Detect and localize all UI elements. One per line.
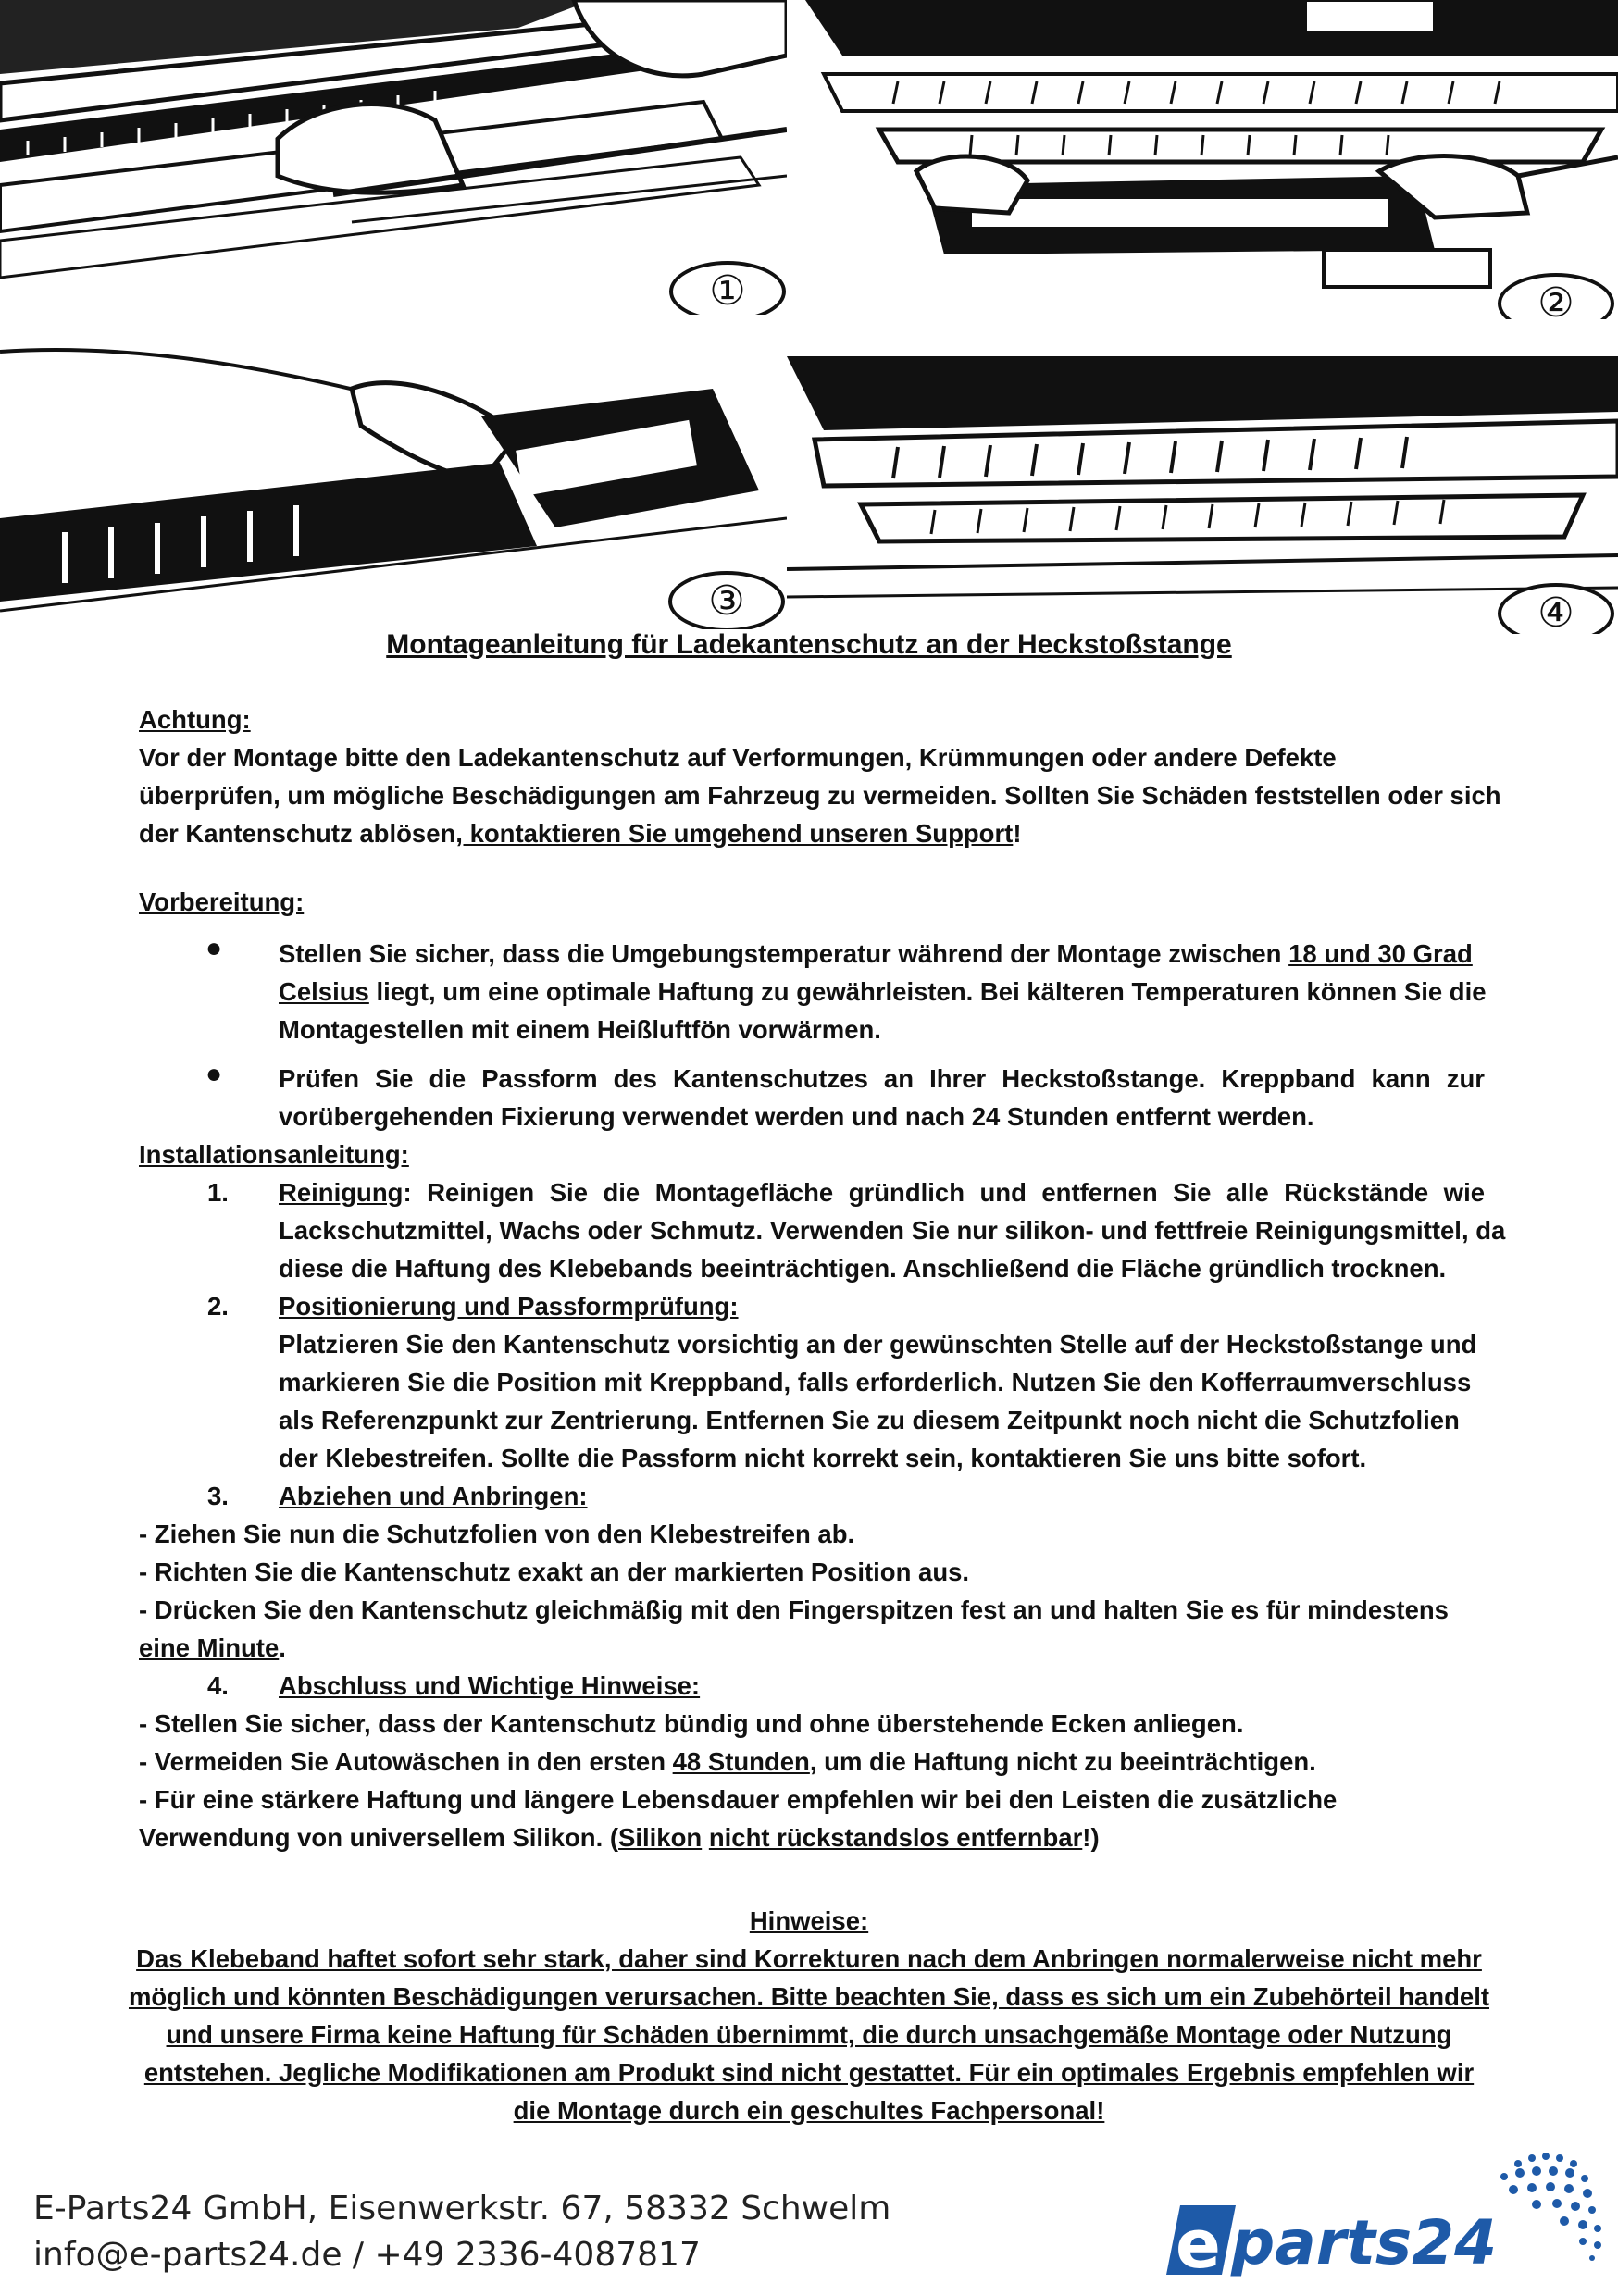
step-4-line-2-a: - Vermeiden Sie Autowäschen in den ersten [139, 1747, 673, 1776]
hinweise-line-1: Das Klebeband haftet sofort sehr stark, daher sind Korrekturen nach dem Anbringen normalerweise nicht mehr [136, 1944, 1482, 1973]
silicone-warning: nicht rückstandslos entfernbar [708, 1823, 1083, 1852]
temperature-unit: Celsius [279, 977, 369, 1006]
bullet-2-text: Prüfen Sie die Passform des Kantenschutzes an Ihrer Heckstoßstange. Kreppband kann zur [279, 1064, 1485, 1093]
bullet-1-marker: ● [205, 933, 223, 963]
step-1-title: Reinigung [279, 1178, 404, 1207]
bullet-1-line-1 [279, 935, 1485, 973]
vorbereitung-heading: Vorbereitung: [139, 887, 305, 916]
contact-info[interactable]: info@e-parts24.de / +49 2336-4087817 [33, 2236, 701, 2274]
achtung-line-3-text: der Kantenschutz ablösen [139, 819, 456, 848]
eparts24-logo-graphic [1148, 2145, 1611, 2284]
illustration-step-4 [787, 356, 1618, 634]
achtung-line-3-end: ! [1013, 819, 1022, 848]
bullet-2-marker: ● [205, 1059, 223, 1089]
bullet-1-line-3: Montagestellen mit einem Heißluftfön vorwärmen. [279, 1015, 881, 1044]
illustration-step-1 [0, 0, 787, 315]
step-2-line-4: der Klebestreifen. Sollte die Passform nicht korrekt sein, kontaktieren Sie uns bitte sofort. [279, 1444, 1367, 1472]
step-4-line-4-a: Verwendung von universellem Silikon. ( [139, 1823, 619, 1852]
hinweise-line-3: und unsere Firma keine Haftung für Schäden übernimmt, die durch unsachgemäße Montage oder Nutzung [166, 2020, 1452, 2049]
step-3-line-4-end: . [279, 1633, 286, 1662]
illustration-step-2 [787, 0, 1618, 319]
step-1-line-1 [279, 1173, 1485, 1211]
step-4-line-4-space [702, 1823, 709, 1852]
bullet-1-line-2 [279, 973, 1487, 1011]
step-1-line-3: diese die Haftung des Klebebands beeinträchtigen. Anschließend die Fläche gründlich trocknen. [279, 1254, 1447, 1283]
logo-text: parts24 [1231, 2207, 1498, 2278]
step-2-line-1: Platzieren Sie den Kantenschutz vorsichtig an der gewünschten Stelle auf der Heckstoßstange und [279, 1330, 1477, 1359]
illustration-step-4-drawing [787, 356, 1618, 634]
logo-dot-globe [1500, 2153, 1601, 2261]
step-3-line-3: - Drücken Sie den Kantenschutz gleichmäßig mit den Fingerspitzen fest an und halten Sie es für mindestens [139, 1595, 1449, 1624]
step-3-line-2: - Richten Sie die Kantenschutz exakt an der markierten Position aus. [139, 1558, 970, 1586]
step-3-badge: ③ [668, 571, 785, 629]
step-4-title: Abschluss und Wichtige Hinweise: [279, 1671, 701, 1700]
bullet-2-line-2: vorübergehenden Fixierung verwendet werden und nach 24 Stunden entfernt werden. [279, 1102, 1314, 1131]
step-1-badge: ① [669, 261, 786, 315]
step-4-badge: ④ [1498, 583, 1614, 634]
eparts24-logo [1148, 2145, 1611, 2284]
logo-e: e [1176, 2205, 1221, 2283]
step-4-line-2 [139, 1743, 1316, 1781]
step-2-line-2: markieren Sie die Position mit Kreppband, falls erforderlich. Nutzen Sie den Kofferraumverschluss [279, 1368, 1472, 1396]
step-3-title: Abziehen und Anbringen: [279, 1482, 588, 1510]
step-4-number: 4. [207, 1671, 229, 1700]
illustration-step-3-drawing [0, 333, 787, 629]
step-4-line-4 [139, 1818, 1100, 1856]
step-4-line-1: - Stellen Sie sicher, dass der Kantenschutz bündig und ohne überstehende Ecken anliegen. [139, 1709, 1244, 1738]
illustration-step-3 [0, 333, 787, 629]
step-1-line-2: Lackschutzmittel, Wachs oder Schmutz. Verwenden Sie nur silikon- und fettfreie Reinigungsmittel, da [279, 1216, 1506, 1245]
step-3-line-1: - Ziehen Sie nun die Schutzfolien von den Klebestreifen ab. [139, 1520, 855, 1548]
step-1-text: : Reinigen Sie die Montagefläche gründlich und entfernen Sie alle Rückstände wie [403, 1178, 1485, 1207]
silicone-word: Silikon [618, 1823, 703, 1852]
page-title: Montageanleitung für Ladekantenschutz an der Heckstoßstange [386, 629, 1232, 660]
achtung-line-2: überprüfen, um mögliche Beschädigungen am Fahrzeug zu vermeiden. Sollten Sie Schäden feststellen oder sich [139, 781, 1501, 810]
hinweise-line-2: möglich und könnten Beschädigungen verursachen. Bitte beachten Sie, dass es sich um ein Zubehörteil handelt [128, 1982, 1489, 2011]
hinweise-heading: Hinweise: [749, 1906, 869, 1935]
hinweise-line-4: entstehen. Jegliche Modifikationen am Produkt sind nicht gestattet. Für ein optimales Ergebnis empfehlen wir [143, 2058, 1475, 2087]
step-2-badge: ② [1498, 273, 1614, 319]
wash-wait-duration: 48 Stunden [672, 1747, 810, 1776]
support-contact-link[interactable]: , kontaktieren Sie umgehend unseren Support [455, 819, 1014, 848]
step-4-line-3: - Für eine stärkere Haftung und längere Lebensdauer empfehlen wir bei den Leisten die zusätzliche [139, 1785, 1338, 1814]
bullet-1-text-2: liegt, um eine optimale Haftung zu gewährleisten. Bei kälteren Temperaturen können Sie die [368, 977, 1487, 1006]
company-address: E-Parts24 GmbH, Eisenwerkstr. 67, 58332 Schwelm [33, 2190, 891, 2228]
step-3-number: 3. [207, 1482, 229, 1510]
achtung-heading: Achtung: [139, 705, 251, 734]
step-3-line-4 [139, 1629, 286, 1667]
temperature-range: 18 und 30 Grad [1288, 939, 1473, 968]
illustration-step-1-drawing [0, 0, 787, 315]
bullet-1-text: Stellen Sie sicher, dass die Umgebungstemperatur während der Montage zwischen [279, 939, 1282, 968]
step-4-line-4-b: !) [1082, 1823, 1100, 1852]
step-4-line-2-b: , um die Haftung nicht zu beeinträchtigen. [809, 1747, 1316, 1776]
achtung-line-3 [139, 814, 1022, 852]
hold-duration: eine Minute [139, 1633, 280, 1662]
illustration-step-2-drawing [787, 0, 1618, 319]
bullet-2-line-1 [279, 1060, 1485, 1098]
achtung-line-1: Vor der Montage bitte den Ladekantenschutz auf Verformungen, Krümmungen oder andere Defekte [139, 743, 1337, 772]
step-1-number: 1. [207, 1178, 229, 1207]
step-2-number: 2. [207, 1292, 229, 1321]
installation-heading: Installationsanleitung: [139, 1140, 409, 1169]
step-2-line-3: als Referenzpunkt zur Zentrierung. Entfernen Sie zu diesem Zeitpunkt noch nicht die Schutzfolien [279, 1406, 1460, 1434]
hinweise-line-5: die Montage durch ein geschultes Fachpersonal! [513, 2096, 1105, 2125]
step-2-title: Positionierung und Passformprüfung: [279, 1292, 739, 1321]
